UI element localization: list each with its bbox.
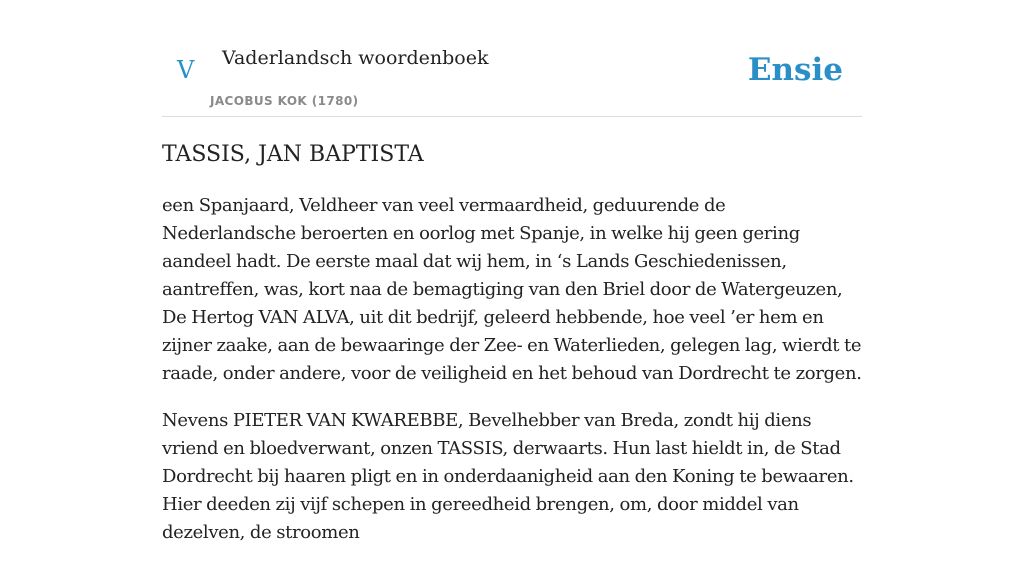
- letter-index-link[interactable]: V: [177, 56, 195, 84]
- author-label: JACOBUS KOK (1780): [210, 94, 359, 108]
- page: [162, 0, 862, 543]
- page-header: [162, 0, 862, 117]
- entry-body: [162, 192, 862, 566]
- entry-title: TASSIS, JAN BAPTISTA: [162, 142, 424, 167]
- brand-logo-link[interactable]: Ensie: [747, 52, 843, 88]
- entry-paragraph: Nevens PIETER VAN KWAREBBE, Bevelhebber van Breda, zondt hij diens vriend en bloedverwant, onzen TASSIS, derwaarts. Hun last hieldt in, de Stad Dordrecht bij haaren pligt en in onderdaanigheid aan den Koning te bewaaren. Hier deeden zij vijf schepen in gereedheid brengen, om, door middel van dezelven, de stroomen: [162, 410, 854, 543]
- entry-paragraph: een Spanjaard, Veldheer van veel vermaardheid, geduurende de Nederlandsche beroerten en oorlog met Spanje, in welke hij geen gering aandeel hadt. De eerste maal dat wij hem, in ‘s Lands Geschiedenissen, aantreffen, was, kort naa de bemagtiging van den Briel door de Watergeuzen, De Hertog VAN ALVA, uit dit bedrijf, geleerd hebbende, hoe veel ’er hem en zijner zaake, aan de bewaaringe der Zee- en Waterlieden, gelegen lag, wierdt te raade, onder andere, voor de veiligheid en het behoud van Dordrecht te zorgen.: [162, 195, 862, 384]
- book-title-link[interactable]: Vaderlandsch woordenboek: [222, 47, 489, 69]
